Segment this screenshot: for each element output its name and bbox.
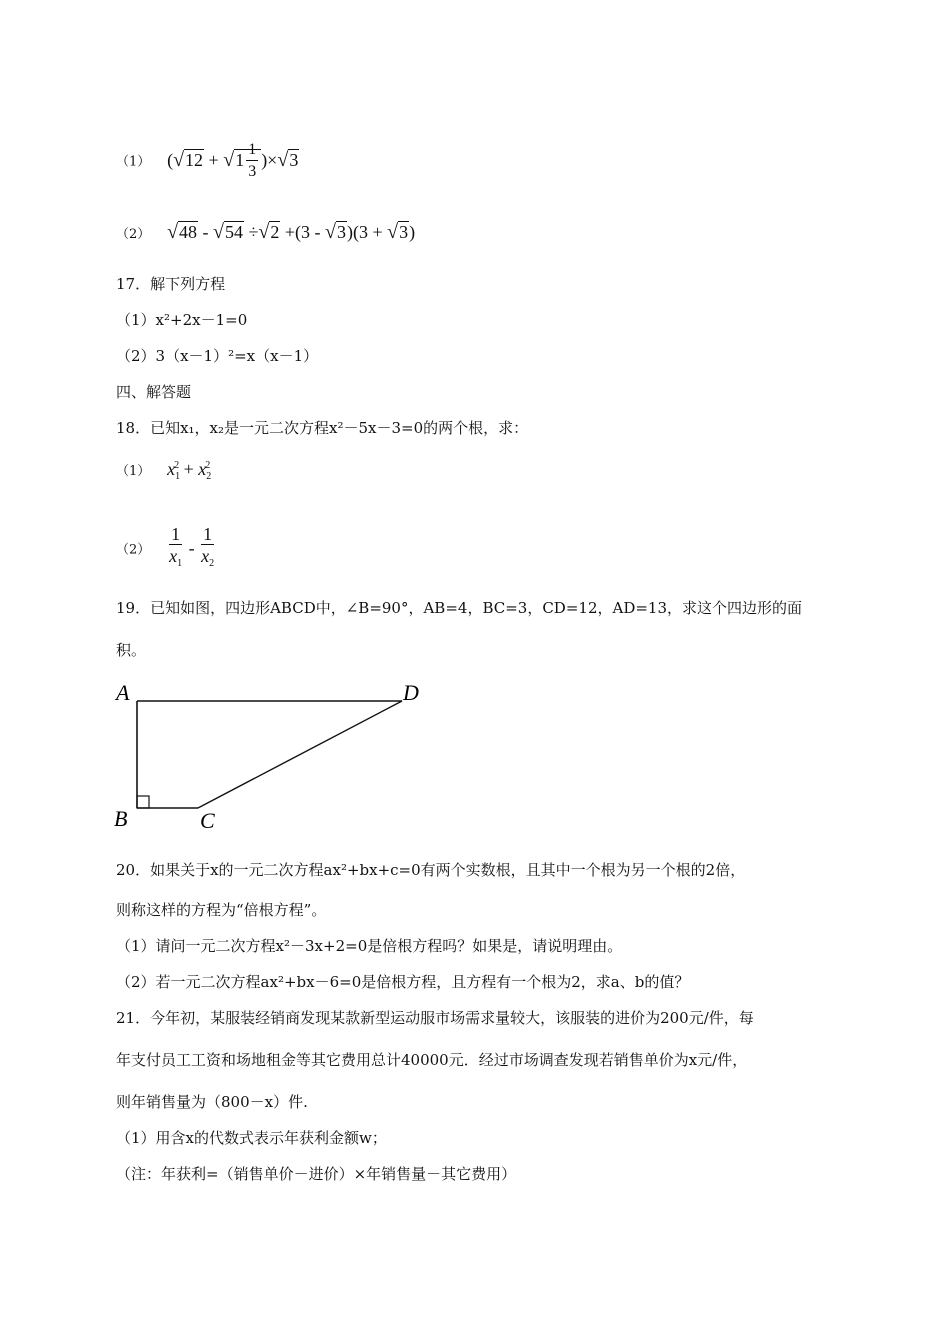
- q21-line3: 则年销售量为（800－x）件.: [116, 1093, 308, 1111]
- q17-part1: （1）x²+2x－1=0: [116, 311, 248, 329]
- q19-line2: 积。: [116, 641, 147, 659]
- side-cd: [198, 701, 402, 808]
- q18-p2-expression: $\frac{1}{x_1}$ - $\frac{1}{x_2}$: [169, 524, 215, 569]
- q20-line1: 20．如果关于x的一元二次方程ax²+bx+c=0有两个实数根，且其中一个根为另一个根的2倍，: [116, 861, 746, 879]
- q16-part2: [116, 222, 415, 245]
- q21-part1: （1）用含x的代数式表示年获利金额w；: [116, 1129, 387, 1147]
- q19-quadrilateral-figure: [110, 678, 440, 838]
- q18-title: 18．已知x₁，x₂是一元二次方程x²－5x－3=0的两个根，求：: [116, 419, 529, 437]
- q16-part1: [116, 140, 299, 183]
- q19-line1: 19．已知如图，四边形ABCD中，∠B=90°，AB=4，BC=3，CD=12，AD=13，求这个四边形的面: [116, 599, 803, 617]
- label-c: C: [200, 808, 215, 833]
- q16-p1-expression: (√12 + √1 $\frac{1}{3}$ )×√3: [167, 141, 299, 180]
- q21-note: （注：年获利=（销售单价－进价）×年销售量－其它费用）: [116, 1165, 517, 1183]
- q18-p1-index: （1）: [116, 464, 151, 479]
- label-d: D: [403, 680, 419, 705]
- q16-p1-index: （1）: [116, 154, 151, 170]
- q18-p1-expression: $x_1^2 + x_2^2$: [167, 459, 212, 482]
- q16-p2-expression: √48 - √54 ÷√2 +(3 - √3)(3 + √3): [167, 221, 416, 243]
- q17-part2: （2）3（x－1）²=x（x－1）: [116, 347, 319, 365]
- q16-p2-index: （2）: [116, 227, 151, 242]
- q18-p2-index: （2）: [116, 542, 151, 558]
- q20-part2: （2）若一元二次方程ax²+bx－6=0是倍根方程，且方程有一个根为2，求a、b的值？: [116, 973, 690, 991]
- label-b: B: [114, 806, 128, 831]
- q18-part1: [116, 456, 210, 487]
- q18-part2: [116, 524, 216, 575]
- label-a: A: [116, 680, 130, 705]
- q17-title: 17．解下列方程: [116, 275, 226, 293]
- section-heading: 四、解答题: [116, 383, 192, 401]
- q20-line2: 则称这样的方程为“倍根方程”。: [116, 901, 327, 919]
- right-angle-mark: [137, 796, 149, 808]
- q21-line1: 21．今年初，某服装经销商发现某款新型运动服市场需求量较大，该服装的进价为200元/件，每: [116, 1009, 754, 1027]
- q21-line2: 年支付员工工资和场地租金等其它费用总计40000元．经过市场调查发现若销售单价为x元/件，: [116, 1051, 748, 1069]
- q20-part1: （1）请问一元二次方程x²－3x+2=0是倍根方程吗？如果是，请说明理由。: [116, 937, 623, 955]
